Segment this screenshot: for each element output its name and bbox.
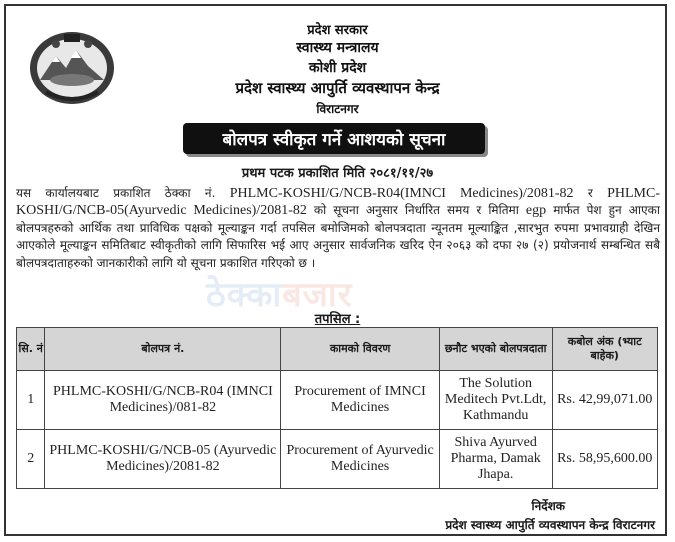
cell-work: Procurement of IMNCI Medicines [281,371,440,430]
award-table [16,327,658,489]
header-amount: कबोल अंक (भ्याट बाहेक) [552,328,658,371]
watermark-part1: ठेक्का [206,275,283,315]
body-text-3: को सूचना अनुसार निर्धारित समय र मितिमा [313,203,519,218]
body-text-1: यस कार्यालयबाट प्रकाशित ठेक्का नं. [16,186,216,200]
watermark-part2: बजार [282,275,353,315]
cell-serial: 2 [17,430,45,489]
body-text-4: मार्फत पेश हुन आएका बोलपत्रहरुको आर्थिक तथा प्राविधिक पक्षको मूल्याङ्कन गर्दा तपसिल बमोजिमको बोलपत्रदाता न्यूनतम मूल्याङ्कित ,सारभुत रुपमा प्रभावग्राही देखिन आएकोले मूल्याङ्कन समितिबाट स्वीकृतीको लागि सिफारिस भई आए अनुसार सार्वजनिक खरिद ऐन २०६३ को दफा २७ (२) प्रयोजनार्थ सम्बन्धित सबै बोलपत्रदाताहरुको जानकारीको लागि यो सूचना प्रकाशित गरिएको छ । [16,203,660,270]
publish-date: प्रथम पटक प्रकाशित मिति २०८१/११/२७ [241,166,434,181]
egp-text: egp [525,203,547,219]
header-government: प्रदेश सरकार [307,23,368,38]
table-row [17,371,658,430]
cell-bid-no: PHLMC-KOSHI/G/NCB-R04 (IMNCI Medicines)/081-82 [45,371,281,430]
header-city: विराटनगर [316,102,359,116]
table-title: तपसिल : [314,312,361,327]
cell-bid-no: PHLMC-KOSHI/G/NCB-05 (Ayurvedic Medicines)/2081-82 [45,430,281,489]
cell-work: Procurement of Ayurvedic Medicines [281,430,440,489]
notice-body [16,185,660,272]
notice-title-banner: बोलपत्र स्वीकृत गर्ने आशयको सूचना [183,123,485,154]
cell-serial: 1 [17,371,45,430]
bid-reference-2: PHLMC-KOSHI/G/NCB-05(Ayurvedic Medicines)/2081-82 [16,186,660,219]
cell-amount: Rs. 42,99,071.00 [552,371,658,430]
bid-reference-1: PHLMC-KOSHI/G/NCB-R04(IMNCI Medicines)/2081-82 [229,186,574,201]
signature-title: निर्देशक [531,499,565,513]
header-province: कोशी प्रदेश [308,60,367,76]
cell-bidder: The Solution Meditech Pvt.Ldt, Kathmandu [439,371,552,430]
body-text-2: र [587,186,593,200]
signature-office: प्रदेश स्वास्थ्य आपुर्ति व्यवस्थापन केन्द्र विराटनगर [445,518,655,532]
table-header-row [17,328,658,371]
cell-amount: Rs. 58,95,600.00 [552,430,658,489]
header-work: कामको विवरण [281,328,440,371]
header-office: प्रदेश स्वास्थ्य आपुर्ति व्यवस्थापन केन्द्र [235,79,440,97]
header-bidder: छनौट भएको बोलपत्रदाता [439,328,552,371]
table-row [17,430,658,489]
header-bid-no: बोलपत्र नं. [45,328,281,371]
header-serial: सि. नं [17,328,45,371]
cell-bidder: Shiva Ayurved Pharma, Damak Jhapa. [439,430,552,489]
header-ministry: स्वास्थ्य मन्त्रालय [296,40,379,56]
